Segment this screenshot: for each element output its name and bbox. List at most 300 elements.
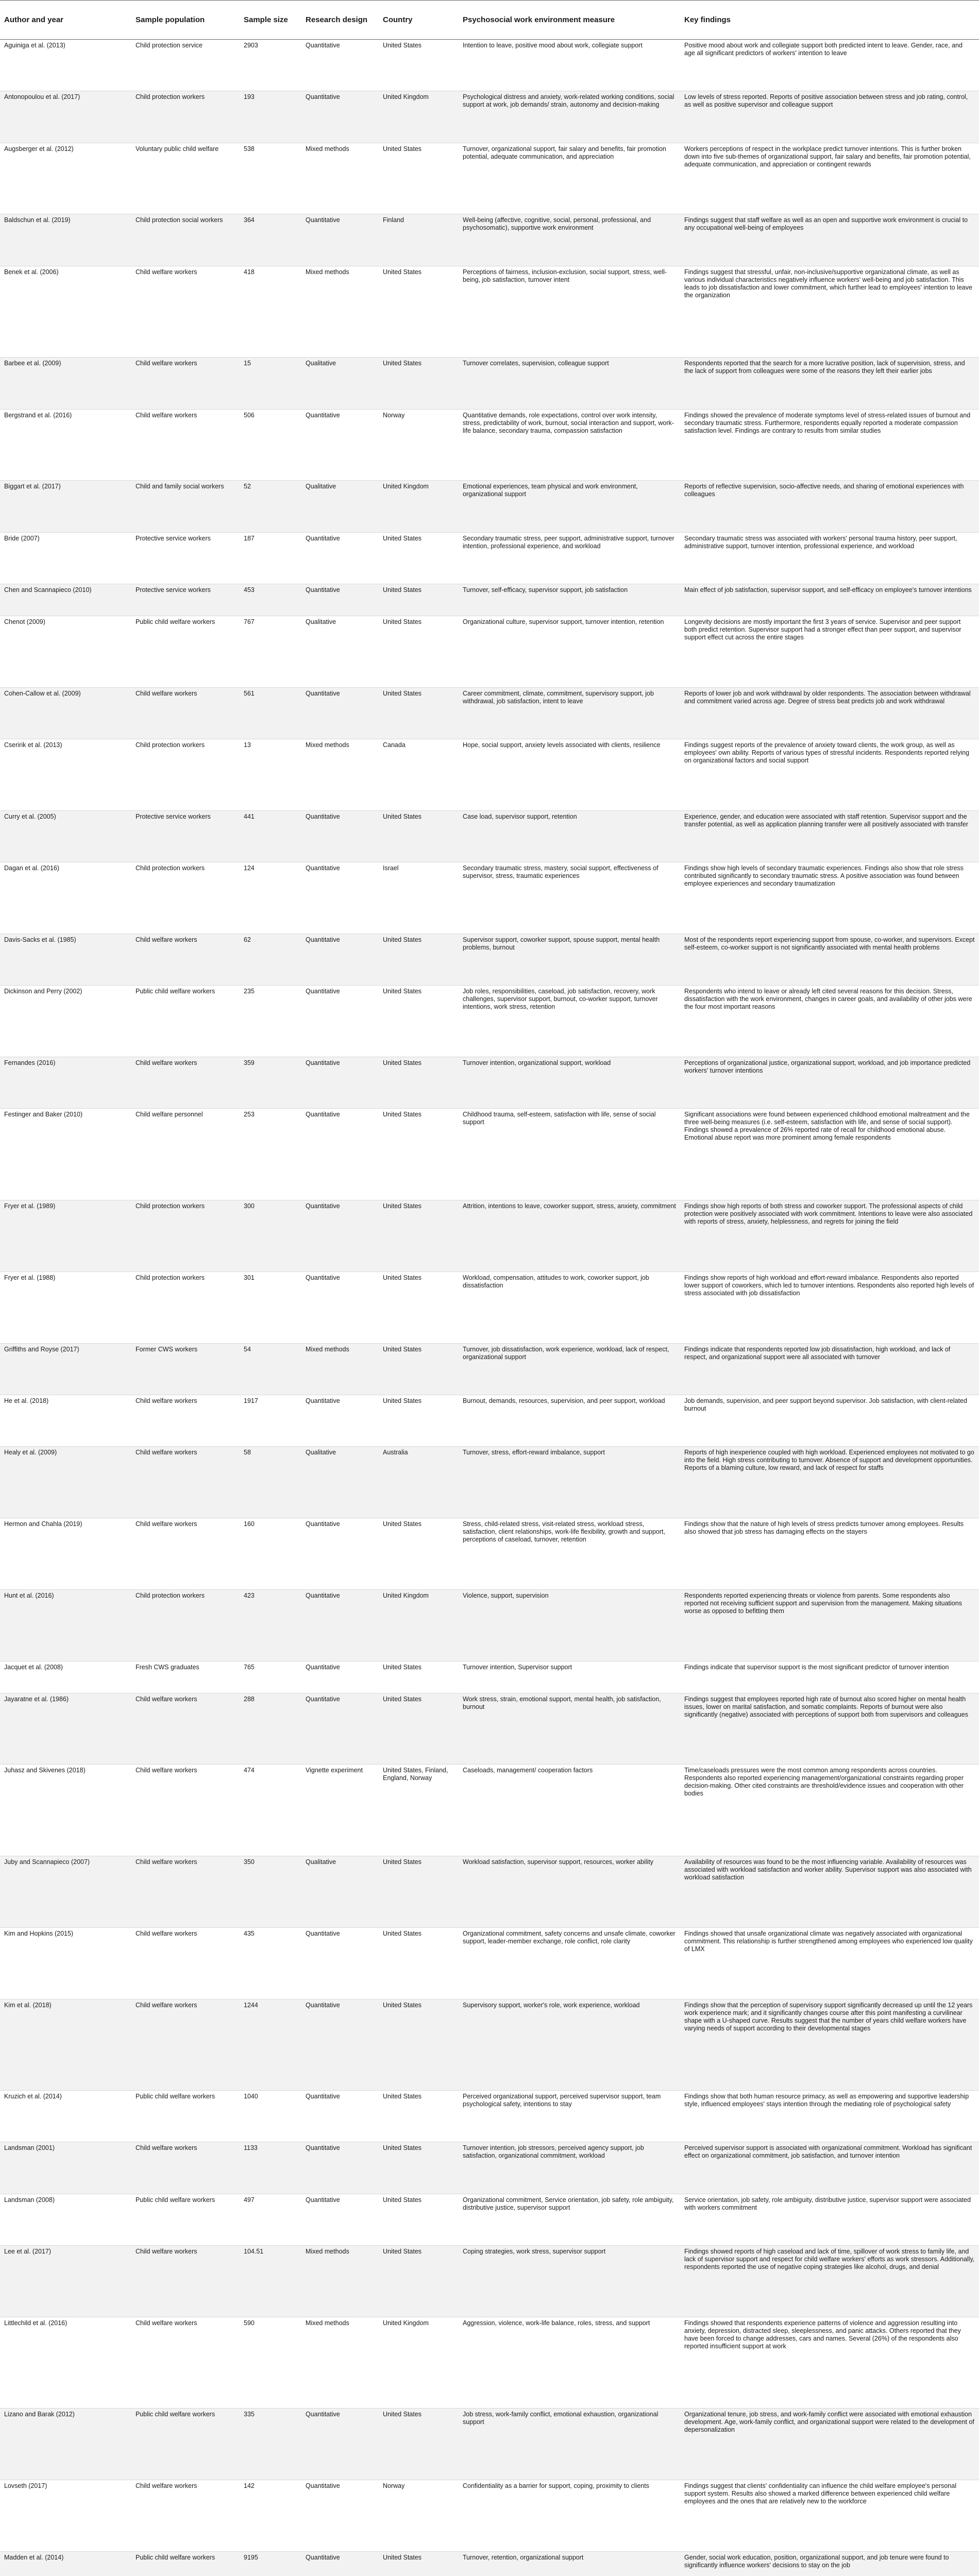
cell-author-year: Littlechild et al. (2016) (0, 2317, 131, 2408)
table-body (0, 40, 979, 2576)
cell-research-design: Quantitative (301, 1272, 379, 1343)
cell-author-year: Lizano and Barak (2012) (0, 2409, 131, 2480)
cell-author-year: Jayaratne et al. (1986) (0, 1693, 131, 1765)
table-row (0, 214, 979, 266)
cell-research-design: Qualitative (301, 1856, 379, 1927)
cell-psychosocial-measure: Secondary traumatic stress, mastery, social support, effectiveness of supervisor, stress, traumatic experiences (459, 862, 680, 934)
cell-psychosocial-measure: Turnover intention, organizational support, workload (459, 1057, 680, 1109)
cell-sample-population: Child welfare workers (131, 1765, 240, 1856)
cell-key-findings: Findings suggest that employees reported high rate of burnout also scored higher on mental health issues, lower on marital satisfaction, and somatic complaints. Reports of burnout were also significantly (negative) associated with perceptions of support both from supervisors and colleagues (680, 1693, 979, 1765)
cell-sample-population: Child welfare workers (131, 1447, 240, 1518)
header-sample-size: Sample size (240, 1, 301, 40)
cell-sample-size: 435 (240, 1927, 301, 1999)
table-row (0, 1518, 979, 1590)
cell-sample-population: Child welfare workers (131, 1518, 240, 1590)
table-row (0, 1661, 979, 1693)
cell-sample-population: Child protection social workers (131, 214, 240, 266)
cell-psychosocial-measure: Work stress, strain, emotional support, mental health, job satisfaction, burnout (459, 1693, 680, 1765)
header-sample-population: Sample population (131, 1, 240, 40)
cell-country: United States (379, 986, 459, 1057)
cell-country: United States (379, 1395, 459, 1446)
cell-key-findings: Findings suggest that stressful, unfair, non-inclusive/supportive organizational climate, as well as various individual characteristics negatively influence workers' well-being and job satisfaction. This leads to job dissatisfaction and lower commitment, which further lead to employees' intention to leave the organization (680, 266, 979, 357)
cell-sample-size: 335 (240, 2409, 301, 2480)
cell-sample-population: Child welfare workers (131, 2317, 240, 2408)
cell-key-findings: Gender, social work education, position, organizational support, and job tenure were found to significantly influence workers' decisions to stay on the job (680, 2552, 979, 2576)
cell-research-design: Quantitative (301, 1589, 379, 1661)
cell-author-year: Fryer et al. (1988) (0, 1272, 131, 1343)
cell-country: United States (379, 1518, 459, 1590)
table-row (0, 40, 979, 91)
cell-sample-population: Child protection workers (131, 1200, 240, 1272)
table-row (0, 739, 979, 810)
cell-sample-population: Protective service workers (131, 810, 240, 862)
cell-country: Norway (379, 409, 459, 481)
table-row (0, 862, 979, 934)
cell-key-findings: Findings suggest reports of the prevalence of anxiety toward clients, the work group, as well as employees' own ability. Reports of various types of stressful incidents. Respondents reported relying on organizational factors and social support (680, 739, 979, 810)
cell-research-design: Quantitative (301, 409, 379, 481)
header-psychosocial-measure: Psychosocial work environment measure (459, 1, 680, 40)
cell-author-year: Chen and Scannapieco (2010) (0, 584, 131, 616)
cell-key-findings: Service orientation, job safety, role ambiguity, distributive justice, supervisor support were associated with workers commitment (680, 2194, 979, 2245)
cell-key-findings: Main effect of job satisfaction, supervisor support, and self-efficacy on employee's turnover intentions (680, 584, 979, 616)
cell-sample-population: Child welfare workers (131, 1999, 240, 2090)
table-row (0, 532, 979, 584)
cell-country: United States (379, 1661, 459, 1693)
cell-country: United States (379, 934, 459, 985)
cell-research-design: Quantitative (301, 2552, 379, 2576)
cell-author-year: Juhasz and Skivenes (2018) (0, 1765, 131, 1856)
cell-country: United States (379, 358, 459, 409)
table-row (0, 1589, 979, 1661)
cell-research-design: Quantitative (301, 214, 379, 266)
table-row (0, 986, 979, 1057)
cell-research-design: Qualitative (301, 358, 379, 409)
cell-country: United States, Finland, England, Norway (379, 1765, 459, 1856)
cell-psychosocial-measure: Perceptions of fairness, inclusion-exclusion, social support, stress, well-being, job satisfaction, turnover intent (459, 266, 680, 357)
cell-author-year: He et al. (2018) (0, 1395, 131, 1446)
cell-country: United States (379, 2194, 459, 2245)
cell-key-findings: Low levels of stress reported. Reports of positive association between stress and job rating, control, as well as positive supervisor and colleague support (680, 91, 979, 143)
cell-psychosocial-measure: Turnover, job dissatisfaction, work experience, workload, lack of respect, organizational support (459, 1343, 680, 1395)
cell-sample-population: Child and family social workers (131, 481, 240, 532)
cell-country: United States (379, 584, 459, 616)
cell-psychosocial-measure: Workload, compensation, attitudes to work, coworker support, job dissatisfaction (459, 1272, 680, 1343)
cell-psychosocial-measure: Perceived organizational support, perceived supervisor support, team psychological safety, intentions to stay (459, 2091, 680, 2142)
cell-research-design: Qualitative (301, 1447, 379, 1518)
table-row (0, 2409, 979, 2480)
cell-sample-population: Former CWS workers (131, 1343, 240, 1395)
cell-sample-population: Public child welfare workers (131, 986, 240, 1057)
cell-research-design: Mixed methods (301, 2245, 379, 2317)
cell-country: United States (379, 1272, 459, 1343)
cell-key-findings: Significant associations were found between experienced childhood emotional maltreatment and the three well-being measures (i.e. self-esteem, satisfaction with life, and sense of social support). Findings showed a prevalence of 26% reported rate of recall for childhood emotional abuse. Emotional abuse report was more prominent among female respondents (680, 1109, 979, 1200)
cell-psychosocial-measure: Career commitment, climate, commitment, supervisory support, job withdrawal, job satisfaction, intent to leave (459, 687, 680, 739)
cell-research-design: Quantitative (301, 2194, 379, 2245)
cell-author-year: Davis-Sacks et al. (1985) (0, 934, 131, 985)
cell-author-year: Landsman (2008) (0, 2194, 131, 2245)
table-row (0, 358, 979, 409)
cell-key-findings: Findings showed reports of high caseload and lack of time, spillover of work stress to family life, and lack of supervisor support and respect for child welfare workers' efforts as work stressors. Additionally, respondents reported the use of negative coping strategies like alcohol, drugs, and denial (680, 2245, 979, 2317)
table-row (0, 1999, 979, 2090)
cell-research-design: Quantitative (301, 532, 379, 584)
cell-psychosocial-measure: Burnout, demands, resources, supervision, and peer support, workload (459, 1395, 680, 1446)
cell-sample-size: 104.51 (240, 2245, 301, 2317)
cell-country: Finland (379, 214, 459, 266)
table-row (0, 2317, 979, 2408)
cell-psychosocial-measure: Workload satisfaction, supervisor support, resources, worker ability (459, 1856, 680, 1927)
cell-country: Australia (379, 1447, 459, 1518)
cell-psychosocial-measure: Supervisory support, worker's role, work experience, workload (459, 1999, 680, 2090)
cell-psychosocial-measure: Organizational commitment, safety concerns and unsafe climate, coworker support, leader-member exchange, role conflict, role clarity (459, 1927, 680, 1999)
table-row (0, 2142, 979, 2194)
cell-sample-population: Fresh CWS graduates (131, 1661, 240, 1693)
cell-sample-size: 561 (240, 687, 301, 739)
cell-author-year: Fryer et al. (1989) (0, 1200, 131, 1272)
cell-psychosocial-measure: Secondary traumatic stress, peer support, administrative support, turnover intention, professional experience, and workload (459, 532, 680, 584)
table-row (0, 1927, 979, 1999)
cell-sample-size: 1917 (240, 1395, 301, 1446)
cell-sample-population: Public child welfare workers (131, 2552, 240, 2576)
cell-psychosocial-measure: Job roles, responsibilities, caseload, job satisfaction, recovery, work challenges, supervisor support, burnout, co-worker support, turnover intentions, work stress, retention (459, 986, 680, 1057)
cell-key-findings: Secondary traumatic stress was associated with workers' personal trauma history, peer support, administrative support, turnover intention, professional experience, and workload (680, 532, 979, 584)
cell-sample-size: 160 (240, 1518, 301, 1590)
cell-country: United States (379, 1200, 459, 1272)
cell-sample-size: 364 (240, 214, 301, 266)
table-row (0, 409, 979, 481)
table-row (0, 687, 979, 739)
cell-country: United States (379, 2245, 459, 2317)
cell-country: United States (379, 40, 459, 91)
cell-research-design: Vignette experiment (301, 1765, 379, 1856)
table-row (0, 1057, 979, 1109)
header-research-design: Research design (301, 1, 379, 40)
cell-research-design: Mixed methods (301, 143, 379, 214)
cell-sample-population: Child welfare workers (131, 1395, 240, 1446)
cell-key-findings: Positive mood about work and collegiate support both predicted intent to leave. Gender, race, and age all significant predictors of workers' intention to leave (680, 40, 979, 91)
cell-sample-size: 58 (240, 1447, 301, 1518)
cell-sample-size: 474 (240, 1765, 301, 1856)
cell-sample-size: 15 (240, 358, 301, 409)
cell-author-year: Augsberger et al. (2012) (0, 143, 131, 214)
cell-author-year: Antonopoulou et al. (2017) (0, 91, 131, 143)
cell-key-findings: Respondents reported that the search for a more lucrative position, lack of supervision, stress, and the lack of support from colleagues were some of the reasons they left their earlier jobs (680, 358, 979, 409)
cell-sample-size: 441 (240, 810, 301, 862)
cell-psychosocial-measure: Supervisor support, coworker support, spouse support, mental health problems, burnout (459, 934, 680, 985)
cell-psychosocial-measure: Caseloads, management/ cooperation factors (459, 1765, 680, 1856)
cell-key-findings: Findings show that the nature of high levels of stress predicts turnover among employees. Results also showed that job stress has damaging effects on the stayers (680, 1518, 979, 1590)
cell-sample-population: Child welfare workers (131, 1927, 240, 1999)
cell-sample-size: 1244 (240, 1999, 301, 2090)
table-row (0, 2245, 979, 2317)
cell-author-year: Aguiniga et al. (2013) (0, 40, 131, 91)
cell-key-findings: Reports of reflective supervision, socio-affective needs, and sharing of emotional experiences with colleagues (680, 481, 979, 532)
cell-research-design: Quantitative (301, 1395, 379, 1446)
cell-research-design: Quantitative (301, 1200, 379, 1272)
cell-sample-population: Public child welfare workers (131, 2194, 240, 2245)
cell-country: United States (379, 266, 459, 357)
cell-author-year: Lovseth (2017) (0, 2480, 131, 2552)
table-row (0, 584, 979, 616)
cell-research-design: Quantitative (301, 934, 379, 985)
cell-author-year: Kim et al. (2018) (0, 1999, 131, 2090)
cell-country: United Kingdom (379, 91, 459, 143)
cell-sample-population: Public child welfare workers (131, 2409, 240, 2480)
cell-research-design: Qualitative (301, 616, 379, 687)
table-row (0, 1272, 979, 1343)
cell-author-year: Festinger and Baker (2010) (0, 1109, 131, 1200)
cell-key-findings: Respondents who intend to leave or already left cited several reasons for this decision. Stress, dissatisfaction with the work environment, changes in career goals, and availability of other jobs were the four most important reasons (680, 986, 979, 1057)
cell-key-findings: Longevity decisions are mostly important the first 3 years of service. Supervisor and peer support both predict retention. Supervisor support had a stronger effect than peer support, and supervisor support effect cut across the entire stages (680, 616, 979, 687)
table-row (0, 1447, 979, 1518)
table-row (0, 91, 979, 143)
cell-sample-size: 2903 (240, 40, 301, 91)
cell-sample-size: 13 (240, 739, 301, 810)
cell-sample-population: Child welfare workers (131, 687, 240, 739)
cell-sample-size: 453 (240, 584, 301, 616)
cell-research-design: Quantitative (301, 2480, 379, 2552)
cell-sample-size: 54 (240, 1343, 301, 1395)
cell-research-design: Quantitative (301, 1518, 379, 1590)
cell-research-design: Quantitative (301, 1693, 379, 1765)
cell-sample-population: Child protection workers (131, 739, 240, 810)
cell-author-year: Curry et al. (2005) (0, 810, 131, 862)
cell-sample-population: Child welfare workers (131, 358, 240, 409)
cell-country: United States (379, 1927, 459, 1999)
cell-research-design: Quantitative (301, 91, 379, 143)
cell-key-findings: Perceived supervisor support is associated with organizational commitment. Workload has significant effect on organizational commitment, job satisfaction, and turnover intention (680, 2142, 979, 2194)
cell-key-findings: Findings showed that respondents experience patterns of violence and aggression resulting into anxiety, depression, distracted sleep, sleeplessness, and panic attacks. Others reported that they have been forced to change addresses, cars and names. Several (26%) of the respondents also reported insufficient support at work (680, 2317, 979, 2408)
cell-country: United States (379, 532, 459, 584)
cell-country: United States (379, 1999, 459, 2090)
cell-author-year: Landsman (2001) (0, 2142, 131, 2194)
cell-psychosocial-measure: Turnover, retention, organizational support (459, 2552, 680, 2576)
cell-sample-size: 538 (240, 143, 301, 214)
cell-author-year: Kruzich et al. (2014) (0, 2091, 131, 2142)
cell-key-findings: Findings show that both human resource primacy, as well as empowering and supportive leadership style, influenced employees' stays intention through the mediating role of psychological safety (680, 2091, 979, 2142)
cell-country: United States (379, 143, 459, 214)
cell-psychosocial-measure: Turnover intention, job stressors, perceived agency support, job satisfaction, organizational commitment, workload (459, 2142, 680, 2194)
cell-research-design: Quantitative (301, 40, 379, 91)
cell-author-year: Chenot (2009) (0, 616, 131, 687)
cell-psychosocial-measure: Turnover intention, Supervisor support (459, 1661, 680, 1693)
cell-sample-size: 9195 (240, 2552, 301, 2576)
cell-author-year: Dagan et al. (2016) (0, 862, 131, 934)
cell-sample-population: Child welfare personnel (131, 1109, 240, 1200)
cell-sample-size: 52 (240, 481, 301, 532)
table-header (0, 1, 979, 40)
cell-sample-population: Child welfare workers (131, 1856, 240, 1927)
cell-key-findings: Time/caseloads pressures were the most common among respondents across countries. Respondents also reported experiencing management/organizational constraints regarding proper decision-making. Other cited constraints are threshold/evidence issues and cooperation with other bodies (680, 1765, 979, 1856)
cell-sample-population: Public child welfare workers (131, 616, 240, 687)
header-key-findings: Key findings (680, 1, 979, 40)
cell-research-design: Mixed methods (301, 739, 379, 810)
cell-psychosocial-measure: Organizational commitment, Service orientation, job safety, role ambiguity, distributive justice, supervisor support (459, 2194, 680, 2245)
cell-author-year: Healy et al. (2009) (0, 1447, 131, 1518)
cell-psychosocial-measure: Quantitative demands, role expectations, control over work intensity, stress, predictability of work, burnout, social interaction and support, work-life balance, secondary trauma, compassion satisfaction (459, 409, 680, 481)
cell-author-year: Barbee et al. (2009) (0, 358, 131, 409)
cell-author-year: Juby and Scannapieco (2007) (0, 1856, 131, 1927)
cell-psychosocial-measure: Turnover, stress, effort-reward imbalance, support (459, 1447, 680, 1518)
cell-sample-population: Child welfare workers (131, 1057, 240, 1109)
cell-country: United States (379, 1109, 459, 1200)
cell-author-year: Hermon and Chahla (2019) (0, 1518, 131, 1590)
cell-sample-size: 187 (240, 532, 301, 584)
cell-key-findings: Availability of resources was found to be the most influencing variable. Availability of resources was associated with workload satisfaction and worker ability. Supervisor support was also associated with workload satisfaction (680, 1856, 979, 1927)
cell-research-design: Quantitative (301, 1057, 379, 1109)
cell-psychosocial-measure: Childhood trauma, self-esteem, satisfaction with life, sense of social support (459, 1109, 680, 1200)
cell-key-findings: Reports of high inexperience coupled with high workload. Experienced employees not motivated to go into the field. High stress contributing to turnover. Absence of support and development opportunities. Reports of a blaming culture, low reward, and lack of respect for staffs (680, 1447, 979, 1518)
table-row (0, 1856, 979, 1927)
cell-author-year: Cseririk et al. (2013) (0, 739, 131, 810)
cell-country: United States (379, 616, 459, 687)
cell-research-design: Quantitative (301, 584, 379, 616)
cell-sample-population: Child welfare workers (131, 2480, 240, 2552)
header-author-year: Author and year (0, 1, 131, 40)
cell-sample-size: 193 (240, 91, 301, 143)
cell-sample-population: Child protection workers (131, 862, 240, 934)
cell-key-findings: Findings indicate that respondents reported low job dissatisfaction, high workload, and lack of respect, and organizational support were all associated with turnover (680, 1343, 979, 1395)
cell-author-year: Bride (2007) (0, 532, 131, 584)
cell-country: United States (379, 2409, 459, 2480)
cell-author-year: Griffiths and Royse (2017) (0, 1343, 131, 1395)
cell-sample-population: Child welfare workers (131, 1693, 240, 1765)
cell-sample-size: 359 (240, 1057, 301, 1109)
header-row (0, 1, 979, 40)
cell-key-findings: Findings show that the perception of supervisory support significantly decreased up until the 12 years work experience mark; and it significantly changes course after this point manifesting a curvilinear shape with a U-shaped curve. Results suggest that the number of years child welfare workers have varying needs of support according to their developmental stages (680, 1999, 979, 2090)
cell-sample-population: Child protection workers (131, 1589, 240, 1661)
cell-psychosocial-measure: Aggression, violence, work-life balance, roles, stress, and support (459, 2317, 680, 2408)
cell-sample-population: Child welfare workers (131, 409, 240, 481)
cell-sample-population: Public child welfare workers (131, 2091, 240, 2142)
table-row (0, 481, 979, 532)
cell-sample-population: Child welfare workers (131, 266, 240, 357)
cell-research-design: Quantitative (301, 862, 379, 934)
cell-key-findings: Organizational tenure, job stress, and work-family conflict were associated with emotional exhaustion development. Age, work-family conflict, and organizational support were related to the development of depersonalization (680, 2409, 979, 2480)
cell-author-year: Dickinson and Perry (2002) (0, 986, 131, 1057)
cell-key-findings: Findings show high reports of both stress and coworker support. The professional aspects of child protection were positively associated with work commitment. Intentions to leave were also associated with reports of stress, anxiety, helplessness, and regrets for joining the field (680, 1200, 979, 1272)
cell-psychosocial-measure: Well-being (affective, cognitive, social, personal, professional, and psychosomatic), supportive work environment (459, 214, 680, 266)
cell-psychosocial-measure: Violence, support, supervision (459, 1589, 680, 1661)
cell-sample-size: 62 (240, 934, 301, 985)
table-row (0, 2552, 979, 2576)
cell-key-findings: Workers perceptions of respect in the workplace predict turnover intentions. This is further broken down into five sub-themes of organizational support, fair salary and benefits, fair promotion potential, adequate communication, and appreciation or contingent rewards (680, 143, 979, 214)
cell-country: United Kingdom (379, 2317, 459, 2408)
cell-psychosocial-measure: Turnover correlates, supervision, colleague support (459, 358, 680, 409)
cell-sample-size: 235 (240, 986, 301, 1057)
cell-sample-size: 765 (240, 1661, 301, 1693)
cell-country: United States (379, 1343, 459, 1395)
cell-sample-size: 497 (240, 2194, 301, 2245)
cell-psychosocial-measure: Intention to leave, positive mood about work, collegiate support (459, 40, 680, 91)
cell-sample-population: Child welfare workers (131, 2142, 240, 2194)
cell-research-design: Quantitative (301, 2409, 379, 2480)
table-row (0, 1200, 979, 1272)
table-row (0, 2480, 979, 2552)
cell-key-findings: Findings showed that unsafe organizational climate was negatively associated with organizational commitment. This relationship is further strengthened among employees who experienced low quality of LMX (680, 1927, 979, 1999)
cell-sample-population: Child welfare workers (131, 2245, 240, 2317)
cell-country: United Kingdom (379, 481, 459, 532)
cell-key-findings: Respondents reported experiencing threats or violence from parents. Some respondents also reported not receiving sufficient support and supervision from the management. Making situations worse as opposed to befitting them (680, 1589, 979, 1661)
cell-author-year: Baldschun et al. (2019) (0, 214, 131, 266)
cell-research-design: Quantitative (301, 1999, 379, 2090)
table-row (0, 810, 979, 862)
cell-country: United States (379, 2142, 459, 2194)
cell-country: Israel (379, 862, 459, 934)
cell-sample-size: 590 (240, 2317, 301, 2408)
cell-sample-size: 288 (240, 1693, 301, 1765)
cell-research-design: Mixed methods (301, 2317, 379, 2408)
cell-psychosocial-measure: Organizational culture, supervisor support, turnover intention, retention (459, 616, 680, 687)
cell-sample-population: Protective service workers (131, 532, 240, 584)
cell-research-design: Quantitative (301, 1927, 379, 1999)
cell-sample-population: Child protection workers (131, 1272, 240, 1343)
cell-author-year: Bergstrand et al. (2016) (0, 409, 131, 481)
cell-psychosocial-measure: Turnover, organizational support, fair salary and benefits, fair promotion potential, adequate communication, and appreciation (459, 143, 680, 214)
cell-sample-size: 124 (240, 862, 301, 934)
cell-sample-size: 767 (240, 616, 301, 687)
cell-research-design: Quantitative (301, 810, 379, 862)
cell-country: United Kingdom (379, 1589, 459, 1661)
table-row (0, 1693, 979, 1765)
cell-key-findings: Findings showed the prevalence of moderate symptoms level of stress-related issues of burnout and secondary traumatic stress. Furthermore, respondents equally reported a moderate compassion satisfaction level. Findings are contrary to results from similar studies (680, 409, 979, 481)
table-row (0, 1109, 979, 1200)
table-row (0, 1395, 979, 1446)
cell-key-findings: Findings show reports of high workload and effort-reward imbalance. Respondents also reported lower support of coworkers, which led to turnover intentions. Respondents also reported high levels of stress associated with job dissatisfaction (680, 1272, 979, 1343)
cell-sample-size: 1040 (240, 2091, 301, 2142)
cell-author-year: Cohen-Callow et al. (2009) (0, 687, 131, 739)
cell-psychosocial-measure: Attrition, intentions to leave, coworker support, stress, anxiety, commitment (459, 1200, 680, 1272)
cell-author-year: Benek et al. (2006) (0, 266, 131, 357)
cell-sample-population: Child protection service (131, 40, 240, 91)
cell-key-findings: Experience, gender, and education were associated with staff retention. Supervisor support and the transfer potential, as well as application planning transfer were all positively associated with transfer (680, 810, 979, 862)
table-row (0, 2194, 979, 2245)
cell-sample-size: 253 (240, 1109, 301, 1200)
cell-psychosocial-measure: Emotional experiences, team physical and work environment, organizational support (459, 481, 680, 532)
cell-country: United States (379, 1693, 459, 1765)
cell-key-findings: Reports of lower job and work withdrawal by older respondents. The association between withdrawal and commitment varied across age. Degree of stress beat predicts job and work withdrawal (680, 687, 979, 739)
cell-author-year: Jacquet et al. (2008) (0, 1661, 131, 1693)
cell-key-findings: Job demands, supervision, and peer support beyond supervisor. Job satisfaction, with client-related burnout (680, 1395, 979, 1446)
cell-research-design: Quantitative (301, 986, 379, 1057)
cell-country: United States (379, 2091, 459, 2142)
cell-psychosocial-measure: Hope, social support, anxiety levels associated with clients, resilience (459, 739, 680, 810)
cell-author-year: Fernandes (2016) (0, 1057, 131, 1109)
cell-sample-size: 301 (240, 1272, 301, 1343)
cell-sample-size: 423 (240, 1589, 301, 1661)
cell-sample-size: 142 (240, 2480, 301, 2552)
cell-psychosocial-measure: Confidentiality as a barrier for support, coping, proximity to clients (459, 2480, 680, 2552)
cell-psychosocial-measure: Turnover, self-efficacy, supervisor support, job satisfaction (459, 584, 680, 616)
cell-research-design: Mixed methods (301, 266, 379, 357)
cell-psychosocial-measure: Case load, supervisor support, retention (459, 810, 680, 862)
cell-key-findings: Findings suggest that clients' confidentiality can influence the child welfare employee's personal support system. Results also showed a marked difference between experienced child welfare employees and the ones that are relatively new to the workforce (680, 2480, 979, 2552)
cell-research-design: Mixed methods (301, 1343, 379, 1395)
cell-country: United States (379, 687, 459, 739)
cell-author-year: Lee et al. (2017) (0, 2245, 131, 2317)
cell-author-year: Hunt et al. (2016) (0, 1589, 131, 1661)
cell-country: United States (379, 1856, 459, 1927)
cell-sample-size: 418 (240, 266, 301, 357)
cell-psychosocial-measure: Coping strategies, work stress, supervisor support (459, 2245, 680, 2317)
cell-research-design: Quantitative (301, 2142, 379, 2194)
cell-country: Norway (379, 2480, 459, 2552)
cell-sample-population: Protective service workers (131, 584, 240, 616)
cell-sample-population: Child protection workers (131, 91, 240, 143)
table-row (0, 143, 979, 214)
table-row (0, 1343, 979, 1395)
table-row (0, 266, 979, 357)
cell-research-design: Quantitative (301, 1661, 379, 1693)
